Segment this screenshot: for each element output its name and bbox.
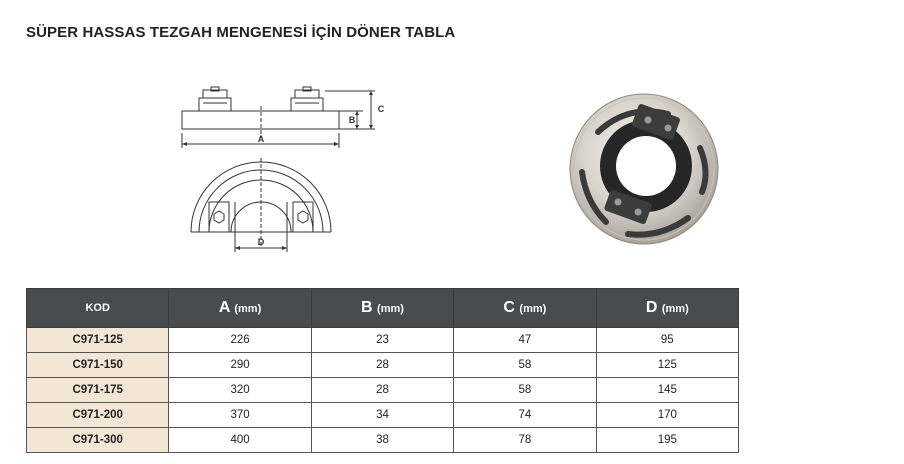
table-row xyxy=(27,378,739,403)
cell-b: 28 xyxy=(311,378,453,403)
cell-a: 370 xyxy=(169,403,311,428)
cell-a: 400 xyxy=(169,428,311,453)
cell-b: 34 xyxy=(311,403,453,428)
dimension-a-label: A xyxy=(257,134,265,144)
table-header-row xyxy=(27,289,739,328)
table-row xyxy=(27,403,739,428)
dimension-d-label: D xyxy=(257,237,265,247)
header-c: C (mm) xyxy=(454,289,596,328)
cell-code: C971-300 xyxy=(27,428,169,453)
cell-c: 78 xyxy=(454,428,596,453)
right-bolt-hex xyxy=(298,211,308,223)
cell-c: 74 xyxy=(454,403,596,428)
cell-c: 58 xyxy=(454,378,596,403)
dimension-b-label: B xyxy=(348,115,356,125)
cell-d: 195 xyxy=(596,428,738,453)
table-row xyxy=(27,328,739,353)
dimension-c-label: C xyxy=(377,104,385,114)
cell-a: 320 xyxy=(169,378,311,403)
product-photo xyxy=(568,92,720,246)
technical-drawing xyxy=(175,78,395,256)
cell-d: 125 xyxy=(596,353,738,378)
cell-a: 226 xyxy=(169,328,311,353)
left-bolt-hex xyxy=(214,211,224,223)
table-row xyxy=(27,353,739,378)
spec-table xyxy=(26,288,739,453)
header-d: D (mm) xyxy=(596,289,738,328)
header-kod: KOD xyxy=(27,289,169,328)
cell-b: 38 xyxy=(311,428,453,453)
cell-d: 170 xyxy=(596,403,738,428)
cell-b: 28 xyxy=(311,353,453,378)
cell-a: 290 xyxy=(169,353,311,378)
table-row xyxy=(27,428,739,453)
cell-d: 145 xyxy=(596,378,738,403)
cell-c: 47 xyxy=(454,328,596,353)
cell-b: 23 xyxy=(311,328,453,353)
cell-code: C971-125 xyxy=(27,328,169,353)
header-a: A (mm) xyxy=(169,289,311,328)
cell-code: C971-175 xyxy=(27,378,169,403)
cell-code: C971-200 xyxy=(27,403,169,428)
cell-d: 95 xyxy=(596,328,738,353)
header-b: B (mm) xyxy=(311,289,453,328)
cell-c: 58 xyxy=(454,353,596,378)
cell-code: C971-150 xyxy=(27,353,169,378)
page-title: SÜPER HASSAS TEZGAH MENGENESİ İÇİN DÖNER TABLA xyxy=(26,24,456,41)
